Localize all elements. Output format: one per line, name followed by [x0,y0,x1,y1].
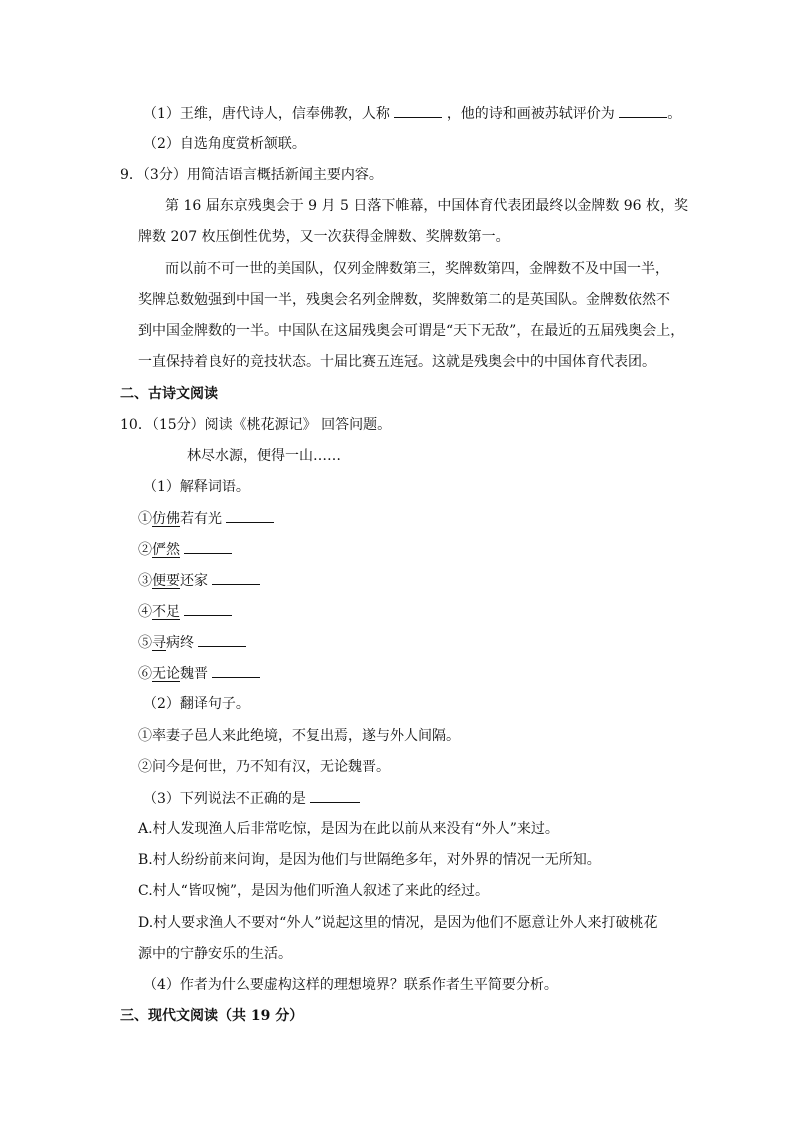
word-rest: 魏晋 [180,666,208,682]
word-number: ④ [138,604,152,620]
word-number: ② [138,542,152,558]
q9-stem: 9．（3分）用简洁语言概括新闻主要内容。 [120,167,383,183]
answer-blank[interactable] [310,788,360,803]
answer-blank[interactable] [184,601,232,616]
option-d-line-2: 源中的宁静安乐的生活。 [138,946,292,962]
section-3-title: 三、现代文阅读（共 19 分） [120,1008,304,1024]
answer-blank[interactable] [212,663,260,678]
q8-item-1-text-a: （1）王维，唐代诗人，信奉佛教，人称 [143,106,390,122]
q8-item-2: （2）自选角度赏析颔联。 [143,136,306,152]
q10-translate-2: ②问今是何世，乃不知有汉，无论魏晋。 [138,759,390,775]
word-rest: 若有光 [180,511,222,527]
answer-blank[interactable] [619,103,667,118]
q10-sub-3 [143,788,360,809]
q9-news-p2-l3: 到中国金牌数的一半。中国队在这届残奥会可谓是“天下无敌”，在最近的五届残奥会上， [138,323,685,339]
word-number: ⑥ [138,666,152,682]
q9-news-p2-l4: 一直保持着良好的竞技状态。十届比赛五连冠。这就是残奥会中的中国体育代表团。 [138,354,656,370]
underlined-word: 不足 [152,604,180,620]
answer-blank[interactable] [394,103,442,118]
option-d-line-1: D.村人要求渔人不要对“外人”说起这里的情况，是因为他们不愿意让外人来打破桃花 [138,915,658,931]
q8-item-1 [143,103,681,124]
word-item [138,601,232,622]
answer-blank[interactable] [226,508,274,523]
answer-blank[interactable] [198,632,246,647]
q9-news-p2-l1: 而以前不可一世的美国队，仅列金牌数第三，奖牌数第四，金牌数不及中国一半， [165,261,669,277]
q9-news-p2-l2: 奖牌总数勉强到中国一半，残奥会名列金牌数，奖牌数第二的是英国队。金牌数依然不 [138,292,670,308]
word-number: ⑤ [138,635,152,651]
option-c: C.村人“皆叹惋”，是因为他们听渔人叙述了来此的经过。 [138,883,489,899]
q8-item-1-text-b: ，他的诗和画被苏轼评价为 [446,106,615,122]
word-item [138,570,260,591]
word-rest: 还家 [180,573,208,589]
underlined-word: 无论 [152,666,180,682]
q10-sub-3-text: （3）下列说法不正确的是 [143,791,306,807]
q9-news-p1-l2: 牌数 207 枚压倒性优势，又一次获得金牌数、奖牌数第一。 [138,229,510,245]
q9-news-p1-l1: 第 16 届东京残奥会于 9 月 5 日落下帷幕，中国体育代表团最终以金牌数 96 枚，奖 [165,198,689,214]
answer-blank[interactable] [212,570,260,585]
q10-translate-1: ①率妻子邑人来此绝境，不复出焉，遂与外人间隔。 [138,728,460,744]
underlined-word: 俨然 [152,542,180,558]
q10-stem: 10．（15分）阅读《桃花源记》 回答问题。 [120,417,392,433]
word-rest: 病终 [166,635,194,651]
underlined-word: 仿佛 [152,511,180,527]
option-a: A.村人发现渔人后非常吃惊，是因为在此以前从来没有“外人”来过。 [138,821,559,837]
underlined-word: 便要 [152,573,180,589]
word-number: ① [138,511,152,527]
q10-sub-4: （4）作者为什么要虚构这样的理想境界？联系作者生平简要分析。 [143,977,558,993]
word-item [138,632,246,653]
word-number: ③ [138,573,152,589]
word-item [138,539,232,560]
section-2-title: 二、古诗文阅读 [120,386,218,402]
q10-sub-2: （2）翻译句子。 [143,696,250,712]
word-item [138,663,260,684]
answer-blank[interactable] [184,539,232,554]
option-b: B.村人纷纷前来问询，是因为他们与世隔绝多年，对外界的情况一无所知。 [138,852,601,868]
q10-sub-1: （1）解释词语。 [143,479,250,495]
q8-item-1-end: 。 [667,106,682,122]
q10-excerpt: 林尽水源，便得一山…… [187,448,341,464]
underlined-word: 寻 [152,635,166,651]
word-item [138,508,274,529]
